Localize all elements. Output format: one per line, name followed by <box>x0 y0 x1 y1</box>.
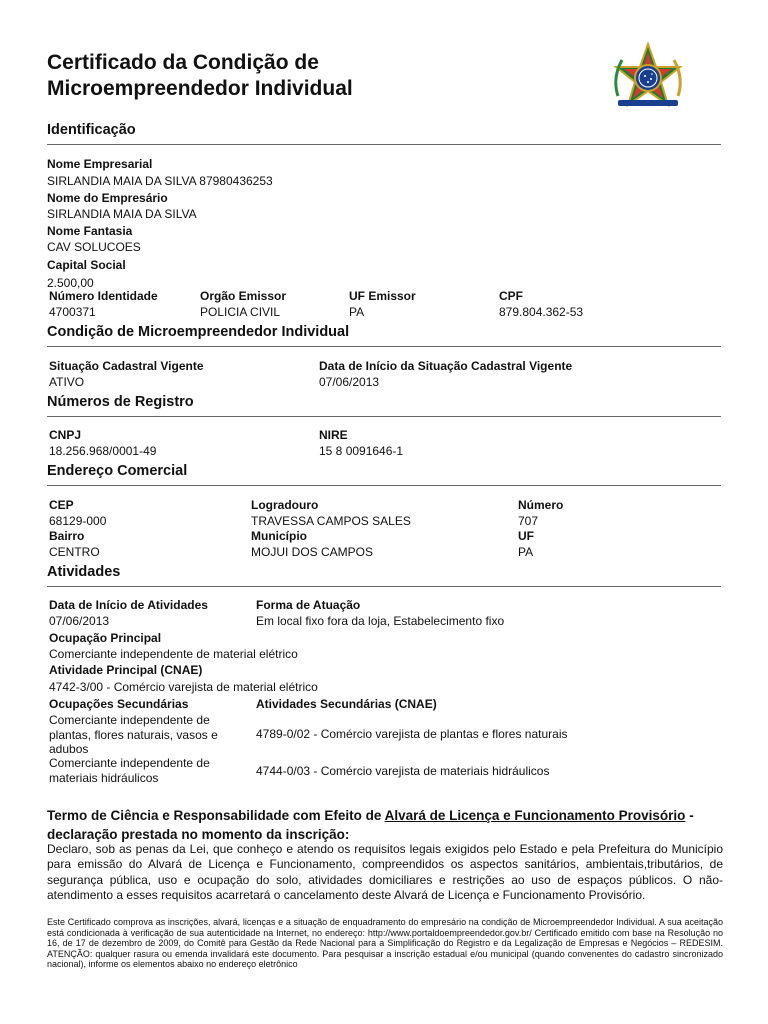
section-atividades <box>47 564 721 580</box>
cep-label: CEP <box>49 498 74 512</box>
section-heading: Números de Registro <box>47 394 194 410</box>
logradouro-value: TRAVESSA CAMPOS SALES <box>251 514 411 528</box>
atividade-secundaria-2: 4744-0/03 - Comércio varejista de materiais hidráulicos <box>256 764 550 778</box>
ocupacao-principal-label: Ocupação Principal <box>49 631 162 645</box>
title-line-1: Certificado da Condição de <box>47 51 319 74</box>
atividade-principal-label: Atividade Principal (CNAE) <box>49 663 203 677</box>
section-registro <box>47 394 721 410</box>
section-endereco <box>47 463 721 479</box>
nome-fantasia-value: CAV SOLUCOES <box>47 240 141 254</box>
atividade-secundaria-1: 4789-0/02 - Comércio varejista de plantas e flores naturais <box>256 727 568 741</box>
nire-value: 15 8 0091646-1 <box>319 444 404 458</box>
bairro-label: Bairro <box>49 529 85 543</box>
nome-empresarial-value: SIRLANDIA MAIA DA SILVA 87980436253 <box>47 174 273 188</box>
data-inicio-atividades-value: 07/06/2013 <box>49 614 110 628</box>
section-divider <box>47 416 721 417</box>
capital-social-label: Capital Social <box>47 258 126 272</box>
section-divider <box>47 346 721 347</box>
termo-title <box>47 806 723 844</box>
bairro-value: CENTRO <box>49 545 100 559</box>
section-heading: Condição de Microempreendedor Individual <box>47 324 350 340</box>
alvara-link: Alvará de Licença e Funcionamento Provisório <box>384 808 686 823</box>
section-divider <box>47 485 721 486</box>
page-title <box>47 50 353 102</box>
nire-label: NIRE <box>319 428 348 442</box>
brasao-republica-icon <box>612 42 684 114</box>
cpf-value: 879.804.362-53 <box>499 305 584 319</box>
title-line-2: Microempreendedor Individual <box>47 77 353 100</box>
section-heading: Endereço Comercial <box>47 463 188 479</box>
nome-empresario-label: Nome do Empresário <box>47 191 168 205</box>
forma-atuacao-value: Em local fixo fora da loja, Estabelecimento fixo <box>256 614 505 628</box>
numero-label: Número <box>518 498 564 512</box>
data-inicio-situacao-label: Data de Início da Situação Cadastral Vigente <box>319 359 573 373</box>
termo-title-part1: Termo de Ciência e Responsabilidade com Efeito de <box>47 808 385 823</box>
cpf-label: CPF <box>499 289 523 303</box>
municipio-value: MOJUI DOS CAMPOS <box>251 545 374 559</box>
cep-value: 68129-000 <box>49 514 107 528</box>
logradouro-label: Logradouro <box>251 498 319 512</box>
fine-print: Este Certificado comprova as inscrições, alvará, licenças e a situação de enquadramento do empresário na condição de Microempreendedor Individual. A sua aceitação está condicionada à verificação de sua autenticidade na Internet, no endereço: http://www.portaldoempreendedor.gov.br/ Certificado emitido com base na Resolução no 16, de 17 de dezembro de 2009, do Comitê para Gestão da Rede Nacional para a Simplificação do Registro e da Legalização de Empresas e Negócios – REDESIM. ATENÇÃO: qualquer rasura ou emenda invalidará este documento. Para pesquisar a inscrição estadual e/ou municipal (quando convenentes do cadastro sincronizado nacional), informe os elementos abaixo no endereço eletrônico <box>47 917 723 969</box>
ocupacao-principal-value: Comerciante independente de material elétrico <box>49 647 298 661</box>
situacao-value: ATIVO <box>49 375 85 389</box>
nome-fantasia-label: Nome Fantasia <box>47 224 133 238</box>
situacao-label: Situação Cadastral Vigente <box>49 359 204 373</box>
uf-emissor-label: UF Emissor <box>349 289 416 303</box>
section-identificacao <box>47 122 721 138</box>
numero-identidade-value: 4700371 <box>49 305 96 319</box>
section-heading: Identificação <box>47 122 136 138</box>
numero-value: 707 <box>518 514 539 528</box>
forma-atuacao-label: Forma de Atuação <box>256 598 361 612</box>
municipio-label: Município <box>251 529 307 543</box>
termo-body: Declaro, sob as penas da Lei, que conheço e atendo os requisitos legais exigidos pelo Estado e pela Prefeitura do Município para emissão do Alvará de Licença e Funcionamento, compreendidos os aspectos sanitários, ambientais,tributários, de segurança pública, uso e ocupação do solo, atividades domiciliares e restrições ao uso de espaços públicos. O não-atendimento a esses requisitos acarretará o cancelamento deste Alvará de Licença e Funcionamento Provisório. <box>47 842 723 902</box>
atividade-principal-value: 4742-3/00 - Comércio varejista de material elétrico <box>49 680 318 694</box>
numero-identidade-label: Número Identidade <box>49 289 158 303</box>
orgao-emissor-value: POLICIA CIVIL <box>200 305 281 319</box>
uf-label: UF <box>518 529 534 543</box>
atividades-secundarias-label: Atividades Secundárias (CNAE) <box>256 697 437 711</box>
section-heading: Atividades <box>47 564 121 580</box>
termo-title-part2: - declaração prestada no momento da inscrição: <box>47 808 694 842</box>
capital-social-value: 2.500,00 <box>47 276 94 290</box>
section-condicao <box>47 324 721 340</box>
orgao-emissor-label: Orgão Emissor <box>200 289 287 303</box>
ocupacoes-secundarias-label: Ocupações Secundárias <box>49 697 189 711</box>
nome-empresarial-label: Nome Empresarial <box>47 157 153 171</box>
cnpj-label: CNPJ <box>49 428 82 442</box>
data-inicio-atividades-label: Data de Início de Atividades <box>49 598 208 612</box>
data-inicio-situacao-value: 07/06/2013 <box>319 375 380 389</box>
section-divider <box>47 586 721 587</box>
ocupacao-secundaria-1: Comerciante independente de plantas, flores naturais, vasos e adubos <box>49 713 218 756</box>
cnpj-value: 18.256.968/0001-49 <box>49 444 157 458</box>
section-divider <box>47 144 721 145</box>
uf-value: PA <box>518 545 534 559</box>
ocupacao-secundaria-2: Comerciante independente de materiais hidráulicos <box>49 756 210 785</box>
uf-emissor-value: PA <box>349 305 365 319</box>
nome-empresario-value: SIRLANDIA MAIA DA SILVA <box>47 207 197 221</box>
